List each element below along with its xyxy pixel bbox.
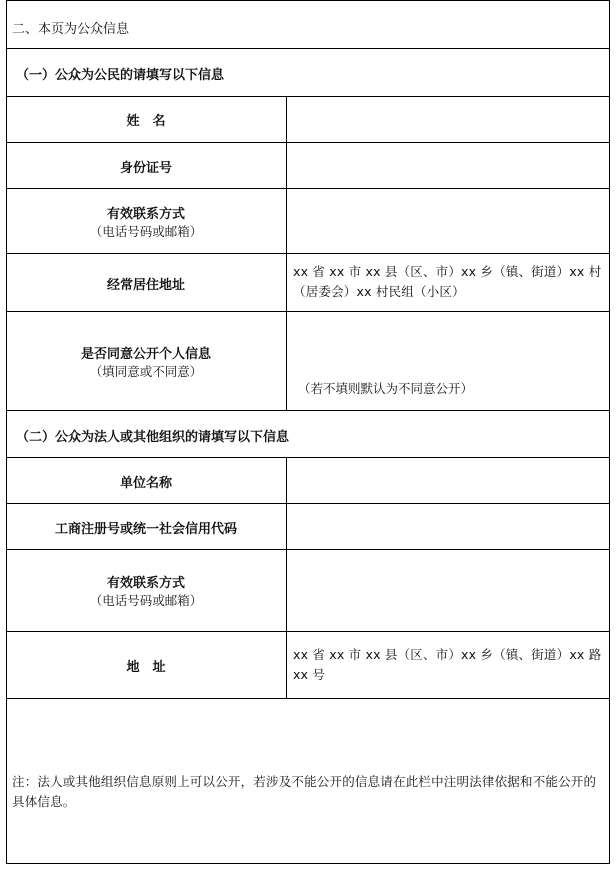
credit-code-field[interactable] [293, 507, 605, 547]
name-field[interactable] [293, 100, 605, 140]
consent-hint: （填同意或不同意） [89, 364, 203, 379]
note-text[interactable]: 注：法人或其他组织信息原则上可以公开，若涉及不能公开的信息请在此栏中注明法律依据和不能公开的具体信息。 [12, 774, 597, 809]
consent-note: （若不填则默认为不同意公开） [298, 381, 474, 396]
org-section-header: （二）公众为法人或其他组织的请填写以下信息 [16, 430, 290, 445]
name-label: 姓 名 [126, 114, 166, 129]
consent-label: 是否同意公开个人信息 [80, 347, 211, 362]
address-label: 经常居住地址 [106, 278, 185, 293]
consent-field[interactable] [293, 315, 605, 375]
org-address-label: 地 址 [126, 660, 166, 675]
citizen-section-header: （一）公众为公民的请填写以下信息 [16, 68, 225, 83]
credit-code-label: 工商注册号或统一社会信用代码 [54, 522, 237, 537]
contact-field[interactable] [293, 192, 605, 250]
org-contact-hint: （电话号码或邮箱） [89, 593, 203, 608]
org-contact-field[interactable] [293, 553, 605, 629]
org-contact-label: 有效联系方式 [106, 576, 185, 591]
address-value[interactable]: xx 省 xx 市 xx 县（区、市）xx 乡（镇、街道）xx 村（居委会）xx 村民组（小区） [293, 264, 602, 299]
org-address-value[interactable]: xx 省 xx 市 xx 县（区、市）xx 乡（镇、街道）xx 路 xx 号 [293, 647, 602, 682]
section-title: 二、本页为公众信息 [12, 22, 130, 37]
unit-name-label: 单位名称 [119, 476, 172, 491]
unit-name-field[interactable] [293, 461, 605, 501]
id-number-field[interactable] [293, 146, 605, 186]
id-number-label: 身份证号 [119, 161, 172, 176]
contact-hint: （电话号码或邮箱） [89, 224, 203, 239]
contact-label: 有效联系方式 [106, 207, 185, 222]
